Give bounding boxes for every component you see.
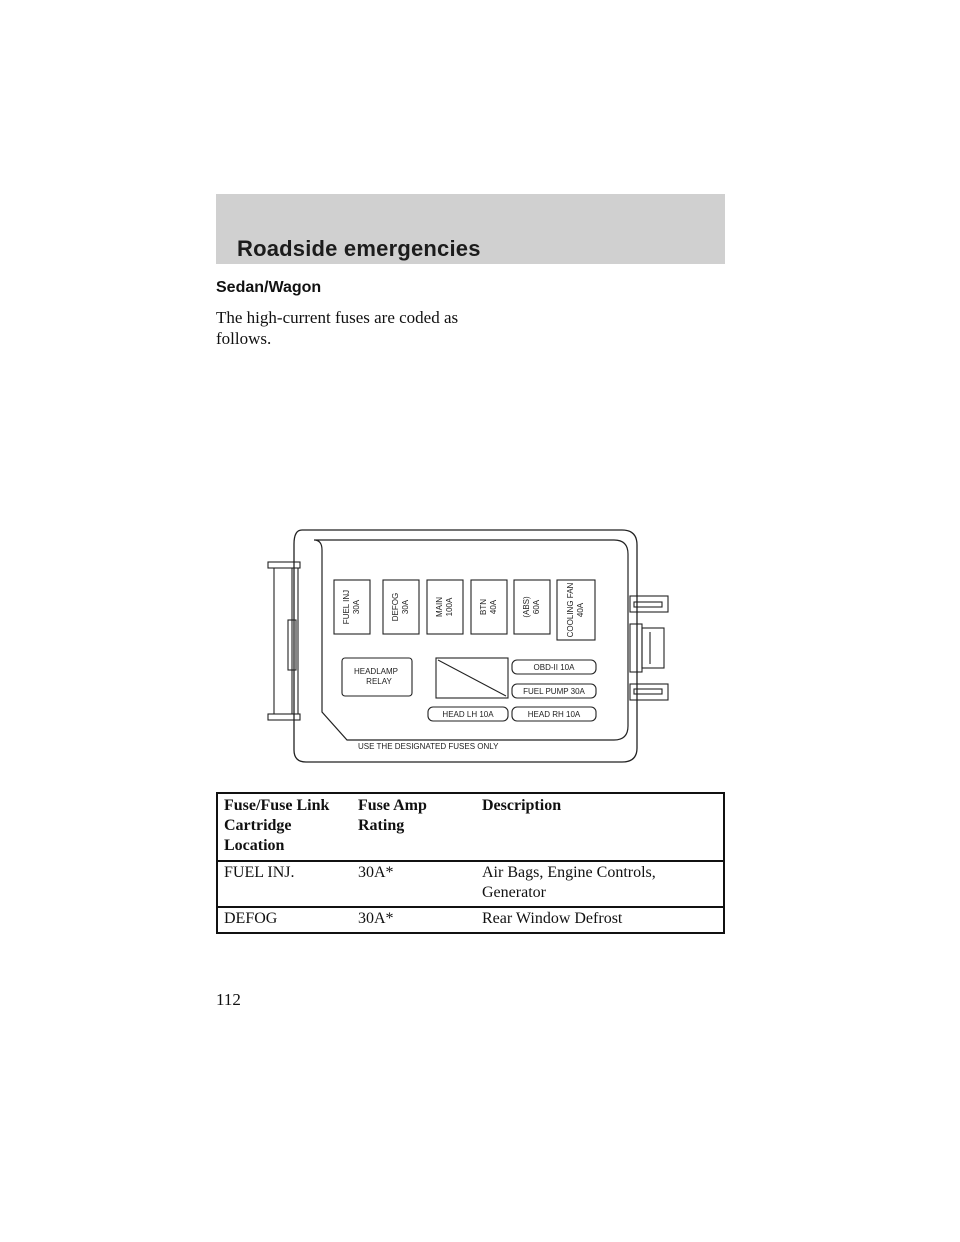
svg-text:BTN: BTN bbox=[479, 599, 488, 615]
relay-label-line1: HEADLAMP bbox=[353, 667, 399, 676]
svg-text:100A: 100A bbox=[445, 597, 454, 617]
cell-description: Air Bags, Engine Controls, Generator bbox=[476, 861, 724, 907]
fuse-label-head-rh: HEAD RH 10A bbox=[527, 710, 581, 719]
header-location: Fuse/Fuse Link Cartridge Location bbox=[217, 793, 352, 861]
fuse-label-main bbox=[435, 597, 454, 617]
fuse-label-head-lh: HEAD LH 10A bbox=[442, 710, 494, 719]
svg-text:30A: 30A bbox=[401, 599, 410, 615]
fuse-label-cooling-fan bbox=[566, 582, 585, 637]
fuse-box-case bbox=[294, 530, 637, 762]
svg-text:DEFOG: DEFOG bbox=[391, 592, 400, 622]
fuse-box-note: USE THE DESIGNATED FUSES ONLY bbox=[358, 742, 499, 751]
svg-text:60A: 60A bbox=[532, 599, 541, 615]
fuse-table bbox=[216, 792, 725, 934]
header-description: Description bbox=[476, 793, 724, 861]
svg-text:40A: 40A bbox=[489, 599, 498, 615]
svg-text:(ABS): (ABS) bbox=[522, 596, 531, 618]
relay-label-line2: RELAY bbox=[366, 677, 392, 686]
fuse-box-svg bbox=[262, 528, 674, 766]
table-row bbox=[217, 907, 724, 933]
fuse-box-diagram bbox=[262, 528, 674, 766]
cell-description: Rear Window Defrost bbox=[476, 907, 724, 933]
fuse-label-defog bbox=[391, 593, 410, 621]
section-header-band bbox=[216, 194, 725, 264]
right-connector bbox=[630, 596, 668, 700]
intro-paragraph: The high-current fuses are coded as follows. bbox=[216, 308, 459, 348]
fuse-label-fuel-pump: FUEL PUMP 30A bbox=[523, 687, 585, 696]
cell-location: FUEL INJ. bbox=[217, 861, 352, 907]
fuse-label-fuel-inj bbox=[342, 590, 361, 624]
table-row bbox=[217, 861, 724, 907]
subheading: Sedan/Wagon bbox=[216, 279, 322, 296]
svg-text:COOLING FAN: COOLING FAN bbox=[566, 582, 575, 638]
svg-text:40A: 40A bbox=[576, 602, 585, 618]
svg-text:30A: 30A bbox=[352, 599, 361, 615]
cell-amp-rating: 30A* bbox=[352, 861, 476, 907]
fuse-label-btn bbox=[479, 599, 498, 615]
svg-text:FUEL INJ: FUEL INJ bbox=[342, 589, 351, 625]
svg-text:MAIN: MAIN bbox=[435, 597, 444, 617]
fuse-label-abs bbox=[522, 596, 541, 618]
cell-location: DEFOG bbox=[217, 907, 352, 933]
header-amp-rating: Fuse Amp Rating bbox=[352, 793, 476, 861]
section-title: Roadside emergencies bbox=[237, 236, 481, 261]
page-number: 112 bbox=[216, 990, 241, 1009]
left-mounting-clip bbox=[268, 562, 300, 720]
fuse-label-obd-ii: OBD-II 10A bbox=[533, 663, 575, 672]
cell-amp-rating: 30A* bbox=[352, 907, 476, 933]
table-header-row bbox=[217, 793, 724, 861]
